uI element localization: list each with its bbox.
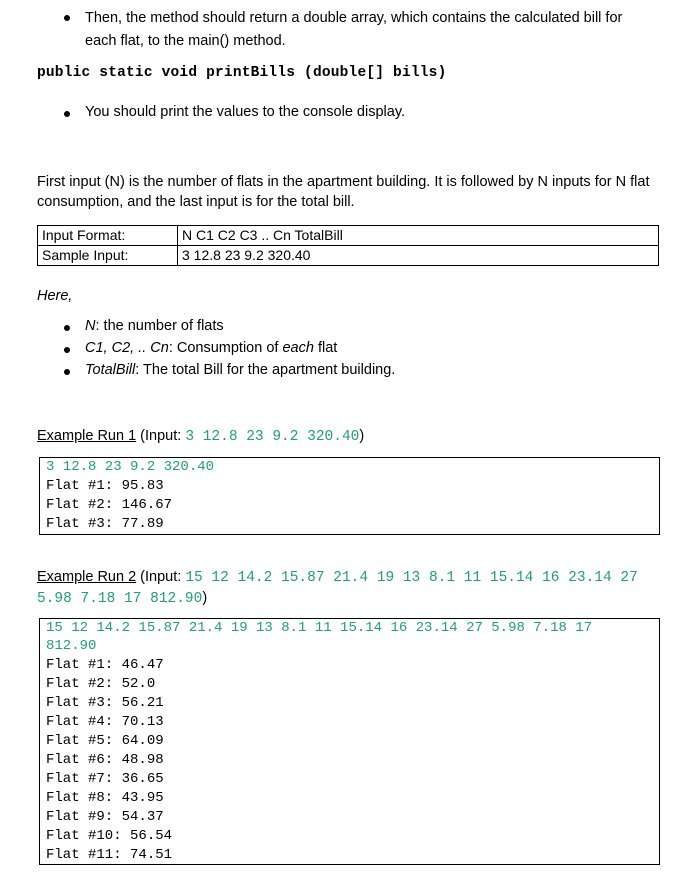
console-line: Flat #3: 77.89 [46,516,164,532]
intro-line-1: First input (N) is the number of flats in the apartment building. It is followed by N inputs for N flat [37,174,650,190]
definition-item [85,340,337,356]
console-line: Flat #10: 56.54 [46,828,173,844]
definition-desc: : the number of flats [95,318,224,334]
bullet-icon [64,325,70,331]
table-key: Input Format: [38,226,178,246]
definition-item [85,318,224,334]
example-2-heading: Example Run 2 (Input: 15 12 14.2 15.87 21.4 19 13 8.1 11 15.14 16 23.14 27 5.98 7.18 17 812.90) [37,569,638,607]
table-row [38,226,659,246]
intro-line-2: consumption, and the last input is for the total bill. [37,194,355,210]
console-line: Flat #2: 146.67 [46,497,173,513]
bullet-icon [64,15,70,21]
table-value: 3 12.8 23 9.2 320.40 [178,246,659,266]
console-output-1 [39,457,660,535]
definition-tail: flat [313,340,338,356]
definition-desc: : The total Bill for the apartment building. [135,362,396,378]
method-signature: public static void printBills (double[] bills) [37,65,447,81]
table-value: N C1 C2 C3 .. Cn TotalBill [178,226,659,246]
definition-desc: : Consumption of [168,340,283,356]
definition-term: N [85,318,96,334]
console-line: Flat #7: 36.65 [46,771,164,787]
input-format-table [37,225,659,266]
console-line: Flat #4: 70.13 [46,714,164,730]
bullet-text: Then, the method should return a double array, which contains the calculated bill for each flat, to the main() method. [85,10,623,49]
definition-term: TotalBill [85,362,136,378]
console-input-line: 15 12 14.2 15.87 21.4 19 13 8.1 11 15.14 16 23.14 27 5.98 7.18 17 [46,620,593,636]
definition-term: C1, C2, .. Cn [85,340,169,356]
intro-paragraph [37,172,650,212]
console-line: Flat #1: 95.83 [46,478,164,494]
console-input-line: 3 12.8 23 9.2 320.40 [46,459,215,475]
bullet-icon [64,347,70,353]
bullet-icon [64,111,70,117]
definition-item [85,362,395,378]
console-line: Flat #6: 48.98 [46,752,164,768]
console-output-2 [39,618,660,865]
bullet-text: You should print the values to the console display. [85,104,406,120]
table-row [38,246,659,266]
console-line: Flat #9: 54.37 [46,809,164,825]
example-2-title: Example Run 2 [37,569,137,585]
console-line: Flat #5: 64.09 [46,733,164,749]
example-2-input-cont: 5.98 7.18 17 812.90 [37,591,203,607]
console-line: Flat #2: 52.0 [46,676,156,692]
example-1-input: 3 12.8 23 9.2 320.40 [185,429,360,445]
table-key: Sample Input: [38,246,178,266]
console-line: Flat #11: 74.51 [46,847,173,863]
here-label: Here, [37,288,73,304]
definition-emphasis: each [282,340,314,356]
console-line: Flat #8: 43.95 [46,790,164,806]
console-input-line: 812.90 [46,638,97,654]
console-line: Flat #1: 46.47 [46,657,164,673]
console-line: Flat #3: 56.21 [46,695,164,711]
bullet-icon [64,369,70,375]
example-2-input: 15 12 14.2 15.87 21.4 19 13 8.1 11 15.14 16 23.14 27 [185,570,638,586]
example-1-title: Example Run 1 [37,428,137,444]
example-1-heading: Example Run 1 (Input: 3 12.8 23 9.2 320.40) [37,428,365,445]
